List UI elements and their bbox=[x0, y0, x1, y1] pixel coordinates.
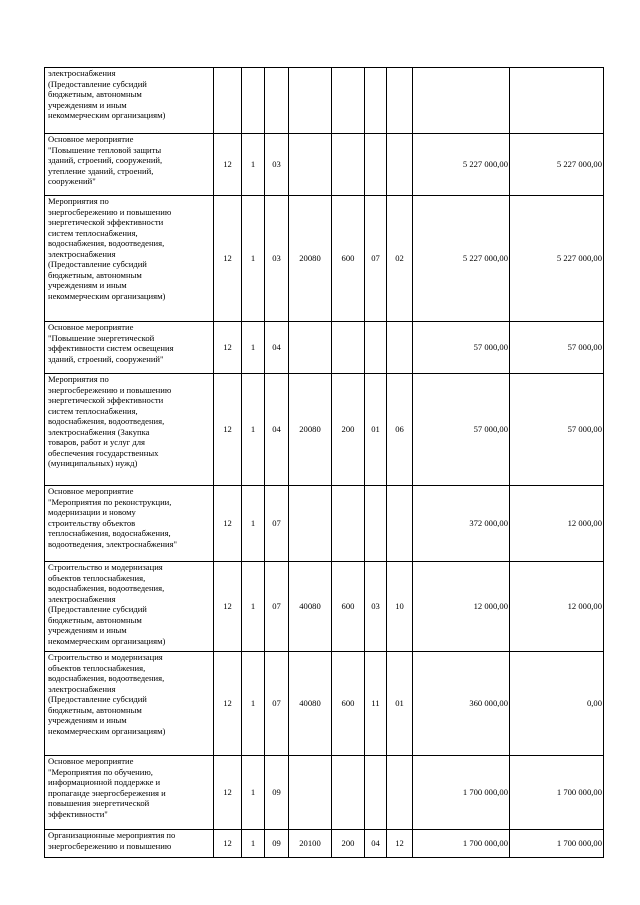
table-row bbox=[45, 486, 604, 562]
code-expense-type bbox=[332, 68, 365, 134]
row-name: Строительство и модернизация объектов теплоснабжения, водоснабжения, водоотведения, электроснабжения (Предоставление субсидий бюджетным, автономным учреждениям и иным некоммерческим организациям) bbox=[45, 562, 214, 652]
amount-second: 1 700 000,00 bbox=[510, 830, 604, 858]
code-section: 11 bbox=[365, 652, 387, 756]
code-subprogram: 1 bbox=[242, 322, 265, 374]
code-direction bbox=[289, 322, 332, 374]
code-expense-type bbox=[332, 486, 365, 562]
code-direction bbox=[289, 756, 332, 830]
table-row bbox=[45, 830, 604, 858]
code-program: 12 bbox=[214, 756, 242, 830]
code-expense-type bbox=[332, 756, 365, 830]
row-name: Организационные мероприятия по энергосбережению и повышению bbox=[45, 830, 214, 858]
code-activity: 04 bbox=[265, 374, 289, 486]
table-row bbox=[45, 562, 604, 652]
row-name: Мероприятия по энергосбережению и повышению энергетической эффективности систем теплоснабжения, водоснабжения, водоотведения, электроснабжения (Предоставление субсидий бюджетным, автономным учреждениям и иным некоммерческим организациям) bbox=[45, 196, 214, 322]
row-name: Основное мероприятие "Повышение энергетической эффективности систем освещения зданий, строений, сооружений" bbox=[45, 322, 214, 374]
amount-second: 5 227 000,00 bbox=[510, 134, 604, 196]
code-expense-type bbox=[332, 322, 365, 374]
amount-second: 12 000,00 bbox=[510, 486, 604, 562]
table-row bbox=[45, 374, 604, 486]
code-subsection bbox=[387, 134, 413, 196]
row-name: Основное мероприятие "Повышение тепловой защиты зданий, строений, сооружений, утепление зданий, строений, сооружений" bbox=[45, 134, 214, 196]
amount-first: 57 000,00 bbox=[413, 322, 510, 374]
amount-first: 1 700 000,00 bbox=[413, 830, 510, 858]
amount-second: 0,00 bbox=[510, 652, 604, 756]
amount-second: 12 000,00 bbox=[510, 562, 604, 652]
code-section bbox=[365, 756, 387, 830]
code-activity: 09 bbox=[265, 756, 289, 830]
code-direction: 20080 bbox=[289, 196, 332, 322]
code-activity: 07 bbox=[265, 562, 289, 652]
amount-first: 360 000,00 bbox=[413, 652, 510, 756]
code-program: 12 bbox=[214, 196, 242, 322]
code-section bbox=[365, 322, 387, 374]
code-expense-type: 600 bbox=[332, 652, 365, 756]
code-subprogram: 1 bbox=[242, 830, 265, 858]
code-program: 12 bbox=[214, 134, 242, 196]
amount-first: 1 700 000,00 bbox=[413, 756, 510, 830]
code-program bbox=[214, 68, 242, 134]
code-activity bbox=[265, 68, 289, 134]
code-subprogram: 1 bbox=[242, 652, 265, 756]
code-program: 12 bbox=[214, 562, 242, 652]
code-activity: 04 bbox=[265, 322, 289, 374]
table-row bbox=[45, 134, 604, 196]
code-subsection bbox=[387, 68, 413, 134]
table-row bbox=[45, 756, 604, 830]
code-subsection: 01 bbox=[387, 652, 413, 756]
table-row bbox=[45, 196, 604, 322]
code-expense-type: 200 bbox=[332, 374, 365, 486]
code-direction: 40080 bbox=[289, 562, 332, 652]
code-direction bbox=[289, 134, 332, 196]
code-direction bbox=[289, 486, 332, 562]
code-section: 03 bbox=[365, 562, 387, 652]
code-program: 12 bbox=[214, 486, 242, 562]
row-name: Мероприятия по энергосбережению и повышению энергетической эффективности систем теплоснабжения, водоснабжения, водоотведения, электроснабжения (Закупка товаров, работ и услуг для обеспечения государственных (муниципальных) нужд) bbox=[45, 374, 214, 486]
code-section bbox=[365, 68, 387, 134]
code-subsection: 10 bbox=[387, 562, 413, 652]
code-direction: 20080 bbox=[289, 374, 332, 486]
code-subprogram: 1 bbox=[242, 562, 265, 652]
amount-first: 12 000,00 bbox=[413, 562, 510, 652]
code-section: 07 bbox=[365, 196, 387, 322]
code-subprogram bbox=[242, 68, 265, 134]
code-activity: 09 bbox=[265, 830, 289, 858]
code-program: 12 bbox=[214, 322, 242, 374]
code-subprogram: 1 bbox=[242, 374, 265, 486]
code-section bbox=[365, 134, 387, 196]
row-name: Строительство и модернизация объектов теплоснабжения, водоснабжения, водоотведения, электроснабжения (Предоставление субсидий бюджетным, автономным учреждениям и иным некоммерческим организациям) bbox=[45, 652, 214, 756]
code-activity: 07 bbox=[265, 652, 289, 756]
code-subsection bbox=[387, 322, 413, 374]
amount-first: 5 227 000,00 bbox=[413, 134, 510, 196]
code-expense-type: 600 bbox=[332, 196, 365, 322]
code-program: 12 bbox=[214, 652, 242, 756]
amount-first: 372 000,00 bbox=[413, 486, 510, 562]
code-subprogram: 1 bbox=[242, 196, 265, 322]
code-section: 01 bbox=[365, 374, 387, 486]
code-subprogram: 1 bbox=[242, 756, 265, 830]
row-name: электроснабжения (Предоставление субсидий бюджетным, автономным учреждениям и иным некоммерческим организациям) bbox=[45, 68, 214, 134]
code-program: 12 bbox=[214, 830, 242, 858]
code-subsection: 06 bbox=[387, 374, 413, 486]
code-subsection: 02 bbox=[387, 196, 413, 322]
code-direction: 40080 bbox=[289, 652, 332, 756]
code-direction: 20100 bbox=[289, 830, 332, 858]
amount-second: 1 700 000,00 bbox=[510, 756, 604, 830]
amount-first: 57 000,00 bbox=[413, 374, 510, 486]
row-name: Основное мероприятие "Мероприятия по обучению, информационной поддержке и пропаганде энергосбережения и повышения энергетической эффективности" bbox=[45, 756, 214, 830]
code-subsection bbox=[387, 756, 413, 830]
code-subsection: 12 bbox=[387, 830, 413, 858]
amount-first bbox=[413, 68, 510, 134]
code-expense-type: 200 bbox=[332, 830, 365, 858]
table-row bbox=[45, 322, 604, 374]
budget-table bbox=[44, 67, 604, 858]
code-subprogram: 1 bbox=[242, 486, 265, 562]
table-row bbox=[45, 652, 604, 756]
code-subsection bbox=[387, 486, 413, 562]
code-activity: 03 bbox=[265, 196, 289, 322]
code-activity: 07 bbox=[265, 486, 289, 562]
code-expense-type: 600 bbox=[332, 562, 365, 652]
amount-first: 5 227 000,00 bbox=[413, 196, 510, 322]
code-activity: 03 bbox=[265, 134, 289, 196]
row-name: Основное мероприятие "Мероприятия по реконструкции, модернизации и новому строительству объектов теплоснабжения, водоснабжения, водоотведения, электроснабжения" bbox=[45, 486, 214, 562]
code-subprogram: 1 bbox=[242, 134, 265, 196]
amount-second: 5 227 000,00 bbox=[510, 196, 604, 322]
amount-second: 57 000,00 bbox=[510, 374, 604, 486]
amount-second bbox=[510, 68, 604, 134]
code-section bbox=[365, 486, 387, 562]
code-program: 12 bbox=[214, 374, 242, 486]
code-section: 04 bbox=[365, 830, 387, 858]
amount-second: 57 000,00 bbox=[510, 322, 604, 374]
code-expense-type bbox=[332, 134, 365, 196]
table-row bbox=[45, 68, 604, 134]
table-body bbox=[45, 68, 604, 858]
code-direction bbox=[289, 68, 332, 134]
